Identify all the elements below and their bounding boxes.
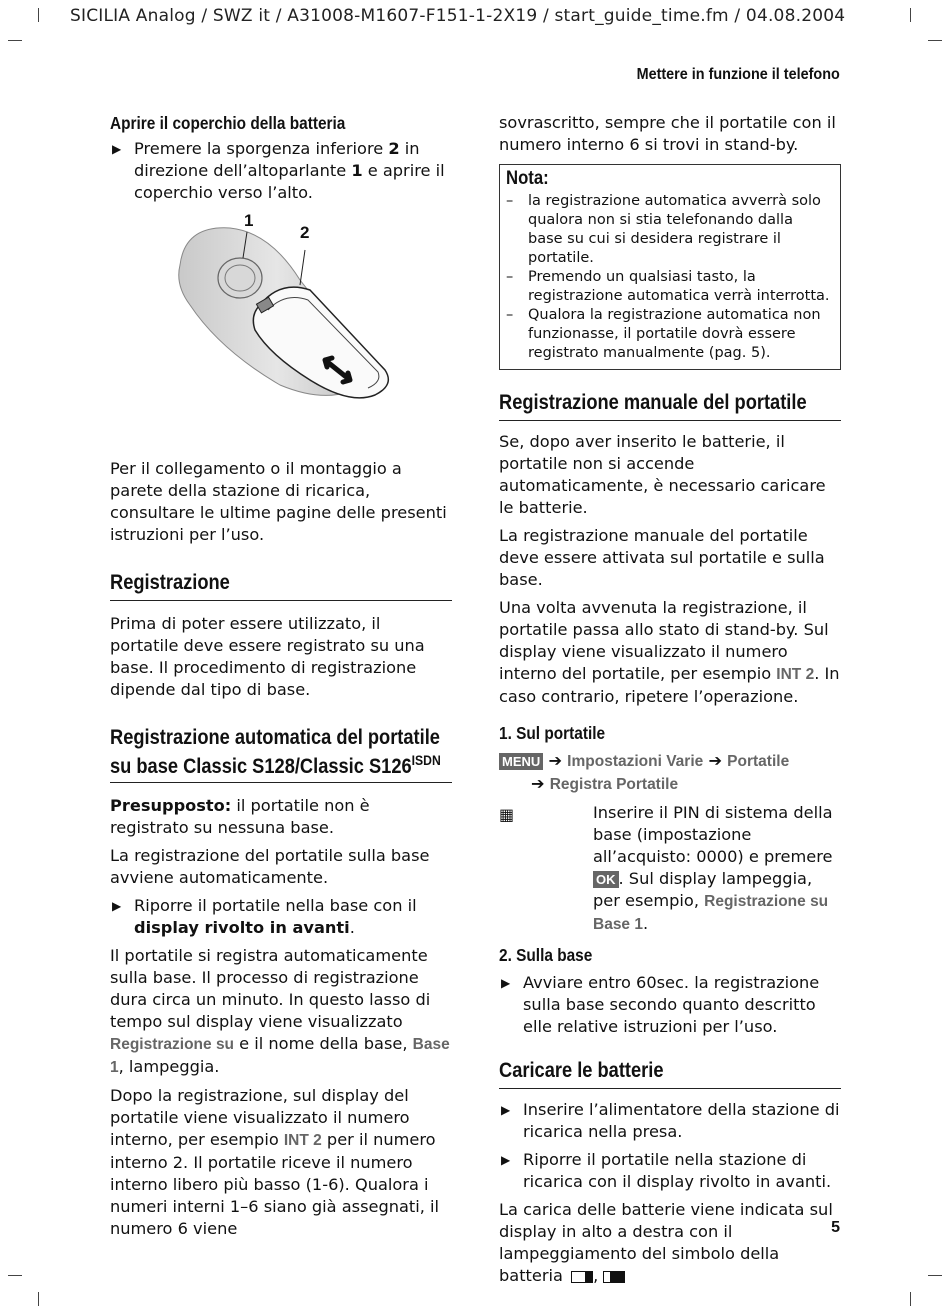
menu-key: MENU [499,753,543,770]
crop-mark [928,1275,942,1276]
arrow-bullet-icon: ▶ [112,899,122,913]
crop-mark [8,40,22,41]
arrow-bullet-icon: ▶ [501,1103,511,1117]
note-box [499,164,841,370]
page-number: 5 [831,1219,840,1236]
crop-mark [38,1292,39,1306]
figure-label-2: 2 [300,223,310,242]
step1-title: 1. Sul portatile [499,723,606,743]
prerequisite: Presupposto: il portatile non è registrato su nessuna base. [110,796,370,837]
charge-heading: Caricare le batterie [499,1058,841,1089]
arrow-right-icon: ➔ [708,751,723,770]
auto-registration-heading: Registrazione automatica del portatile su base Classic S128/Classic $S126^{ISDN}$ [110,727,452,783]
arrow-right-icon: ➔ [531,774,545,793]
battery-cover-step: ▶ Premere la sporgenza inferiore 2 in direzione dell’altoparlante 1 e aprire il coperchio verso l’alto. [112,139,445,202]
registration-text: Prima di poter essere utilizzato, il portatile deve essere registrato su una base. Il procedimento di registrazione dipende dal tipo di base. [110,614,425,699]
step2-title: 2. Sulla base [499,945,593,965]
note-item: – Qualora la registrazione automatica non funzionasse, il portatile dovrà essere registrato manualmente (pag. 5). [506,307,821,361]
manual-paragraph-1: Se, dopo aver inserito le batterie, il portatile non si accende automaticamente, è necessario caricare le batterie. [499,432,826,517]
registration-heading: Registrazione [110,570,452,601]
arrow-bullet-icon: ▶ [501,1153,511,1167]
crop-mark [910,1292,911,1306]
auto-paragraph-2: Dopo la registrazione, sul display del portatile viene visualizzato il numero interno, per esempio INT 2 per il numero interno 2. Il portatile riceve il numero interno libero più basso (1-6). Qualora i numeri interni 1–6 siano già assegnati, il numero 6 viene [110,1086,440,1238]
crop-mark [910,8,911,22]
mount-text: Per il collegamento o il montaggio a parete della stazione di ricarica, consultare le ultime pagine delle presenti istruzioni per l’uso. [110,459,447,544]
step2-instruction: ▶ Avviare entro 60sec. la registrazione sulla base secondo quanto descritto elle relative istruzioni per l’uso. [501,973,820,1036]
handset-figure [110,210,452,446]
menu-path: MENU ➔ Impostazioni Varie ➔ Portatile ➔ Registra Portatile [499,750,841,796]
arrow-bullet-icon: ▶ [112,142,122,156]
handset-battery-cover-illustration [110,210,450,446]
battery-cover-title: Aprire il coperchio della batteria [110,113,346,133]
crop-mark [38,8,39,22]
arrow-bullet-icon: ▶ [501,976,511,990]
pin-step: ▦ Inserire il PIN di sistema della base (impostazione all’acquisto: 0000) e premere OK . Sul display lampeggia, per esempio, Registrazione su Base 1. [499,803,833,933]
auto-text: La registrazione del portatile sulla base avviene automaticamente. [110,846,430,887]
auto-paragraph-1: Il portatile si registra automaticamente sulla base. Il processo di registrazione dura circa un minuto. In questo lasso di tempo sul display viene visualizzato Registrazione su e il nome della base, Base 1, lampeggia. [110,946,450,1076]
file-header: SICILIA Analog / SWZ it / A31008-M1607-F151-1-2X19 / start_guide_time.fm / 04.08.2004 [70,6,846,26]
figure-label-1: 1 [244,211,254,230]
arrow-right-icon: ➔ [548,751,563,770]
note-item: – Premendo un qualsiasi tasto, la registrazione automatica verrà interrotta. [506,269,830,304]
keypad-icon: ▦ [499,805,515,824]
charge-step-1: ▶ Inserire l’alimentatore della stazione di ricarica nella presa. [501,1100,840,1141]
manual-registration-heading: Registrazione manuale del portatile [499,390,841,421]
ok-key: OK [593,871,619,888]
running-head: Mettere in funzione il telefono [636,66,840,83]
charge-text: La carica delle batterie viene indicata sul display in alto a destra con il lampeggiamento del simbolo della batteria , [499,1200,833,1285]
note-item: – la registrazione automatica avverrà solo qualora non si stia telefonando dalla base su cui si desidera registrare il portatile. [506,193,821,266]
note-title: Nota: [506,168,549,189]
battery-half-icon [571,1271,593,1283]
left-column [110,112,452,1246]
right-column [499,112,841,1293]
battery-full-icon [603,1271,625,1283]
manual-paragraph-2: La registrazione manuale del portatile deve essere attivata sul portatile e sulla base. [499,526,825,589]
manual-paragraph-3: Una volta avvenuta la registrazione, il portatile passa allo stato di stand-by. Sul display viene visualizzato il numero interno del portatile, per esempio INT 2. In caso contrario, ripetere l’operazione. [499,598,840,706]
charge-step-2: ▶ Riporre il portatile nella stazione di ricarica con il display rivolto in avanti. [501,1150,832,1191]
continued-text: sovrascritto, sempre che il portatile con il numero interno 6 si trovi in stand-by. [499,113,836,154]
crop-mark [928,40,942,41]
crop-mark [8,1275,22,1276]
auto-step: ▶ Riporre il portatile nella base con il display rivolto in avanti. [112,896,417,937]
